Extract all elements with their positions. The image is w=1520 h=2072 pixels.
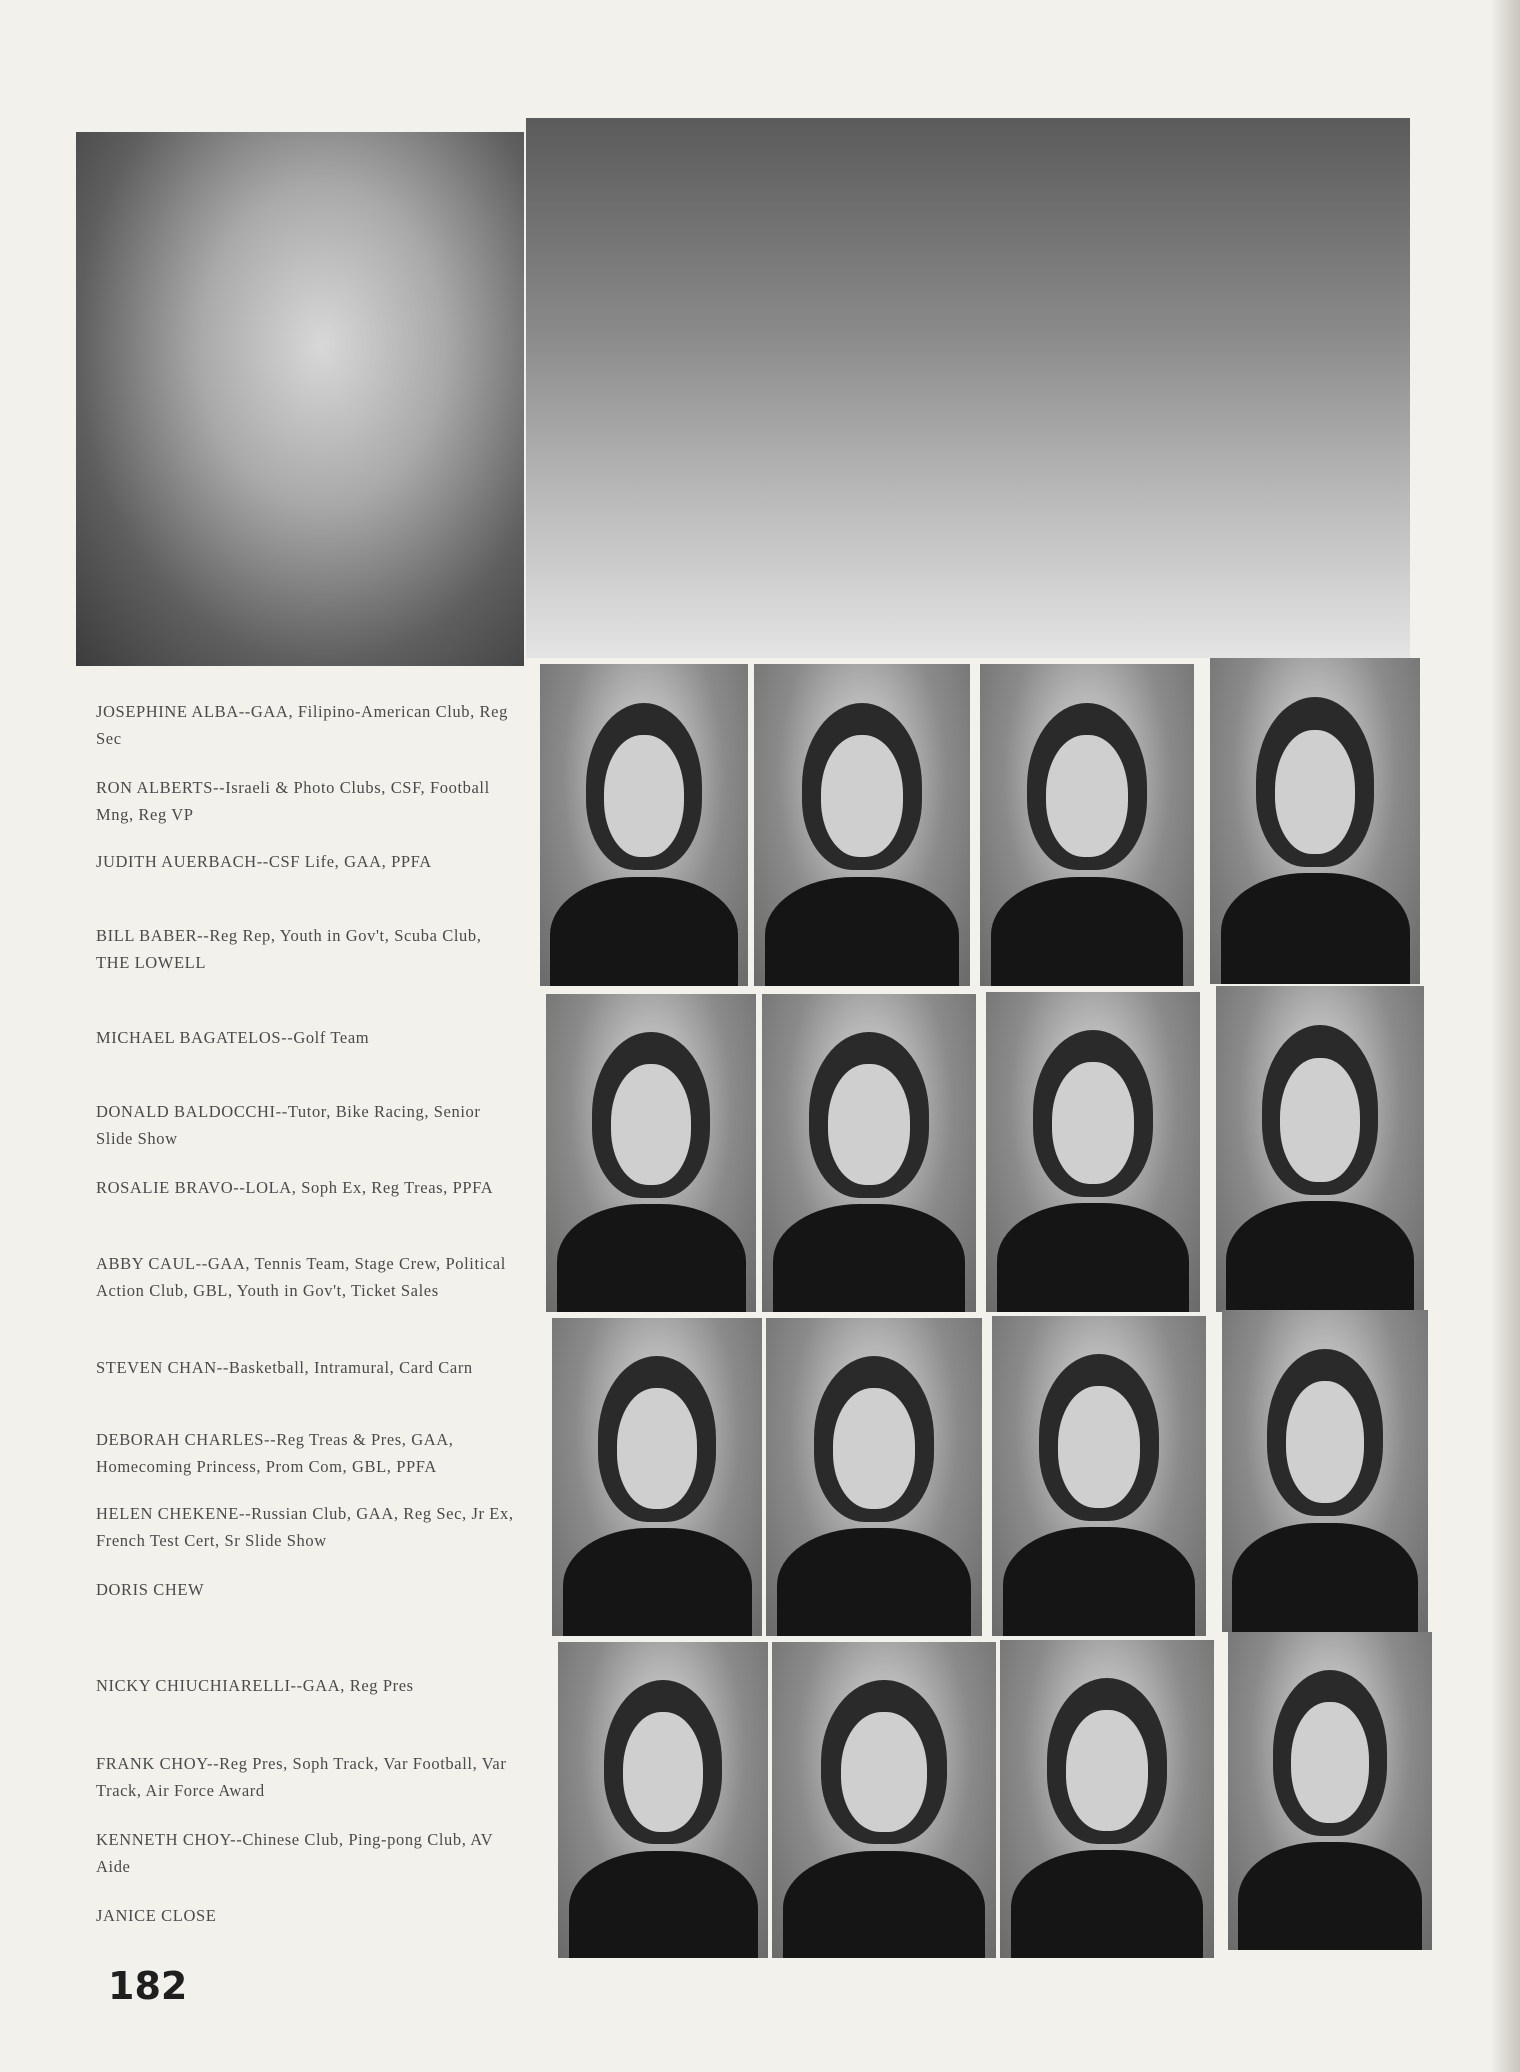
portrait-12 <box>1222 1310 1428 1632</box>
candid-photo-girl <box>76 132 524 666</box>
candid-photo-three-boys <box>526 118 1410 658</box>
caption-michael-bagatelos: MICHAEL BAGATELOS--Golf Team <box>96 1028 370 1047</box>
portrait-15 <box>1000 1640 1214 1958</box>
caption-janice-close: JANICE CLOSE <box>96 1906 217 1925</box>
caption-abby-caul: ABBY CAUL--GAA, Tennis Team, Stage Crew, Political Action Club, GBL, Youth in Gov't, Ticket Sales <box>96 1254 506 1300</box>
portrait-11 <box>992 1316 1206 1636</box>
portrait-8 <box>1216 986 1424 1312</box>
caption-deborah-charles: DEBORAH CHARLES--Reg Treas & Pres, GAA, Homecoming Princess, Prom Com, GBL, PPFA <box>96 1430 454 1476</box>
caption-judith-auerbach: JUDITH AUERBACH--CSF Life, GAA, PPFA <box>96 852 432 871</box>
portrait-16 <box>1228 1632 1432 1950</box>
caption-kenneth-choy: KENNETH CHOY--Chinese Club, Ping-pong Club, AV Aide <box>96 1830 493 1876</box>
portrait-4 <box>1210 658 1420 984</box>
caption-josephine-alba: JOSEPHINE ALBA--GAA, Filipino-American Club, Reg Sec <box>96 702 508 748</box>
portrait-7 <box>986 992 1200 1312</box>
portrait-6 <box>762 994 976 1312</box>
caption-frank-choy: FRANK CHOY--Reg Pres, Soph Track, Var Football, Var Track, Air Force Award <box>96 1754 507 1800</box>
portrait-1 <box>540 664 748 986</box>
caption-rosalie-bravo: ROSALIE BRAVO--LOLA, Soph Ex, Reg Treas, PPFA <box>96 1178 494 1197</box>
caption-bill-baber: BILL BABER--Reg Rep, Youth in Gov't, Scuba Club, THE LOWELL <box>96 926 482 972</box>
caption-steven-chan: STEVEN CHAN--Basketball, Intramural, Card Carn <box>96 1358 473 1377</box>
portrait-5 <box>546 994 756 1312</box>
portrait-2 <box>754 664 970 986</box>
caption-helen-chekene: HELEN CHEKENE--Russian Club, GAA, Reg Sec, Jr Ex, French Test Cert, Sr Slide Show <box>96 1504 514 1550</box>
caption-ron-alberts: RON ALBERTS--Israeli & Photo Clubs, CSF, Football Mng, Reg VP <box>96 778 490 824</box>
portrait-3 <box>980 664 1194 986</box>
page-number: 182 <box>108 1964 188 2008</box>
portrait-9 <box>552 1318 762 1636</box>
page-edge <box>1490 0 1520 2072</box>
portrait-14 <box>772 1642 996 1958</box>
portrait-10 <box>766 1318 982 1636</box>
portrait-13 <box>558 1642 768 1958</box>
caption-doris-chew: DORIS CHEW <box>96 1580 205 1599</box>
caption-nicky-chiuchiarelli: NICKY CHIUCHIARELLI--GAA, Reg Pres <box>96 1676 414 1695</box>
caption-donald-baldocchi: DONALD BALDOCCHI--Tutor, Bike Racing, Senior Slide Show <box>96 1102 481 1148</box>
